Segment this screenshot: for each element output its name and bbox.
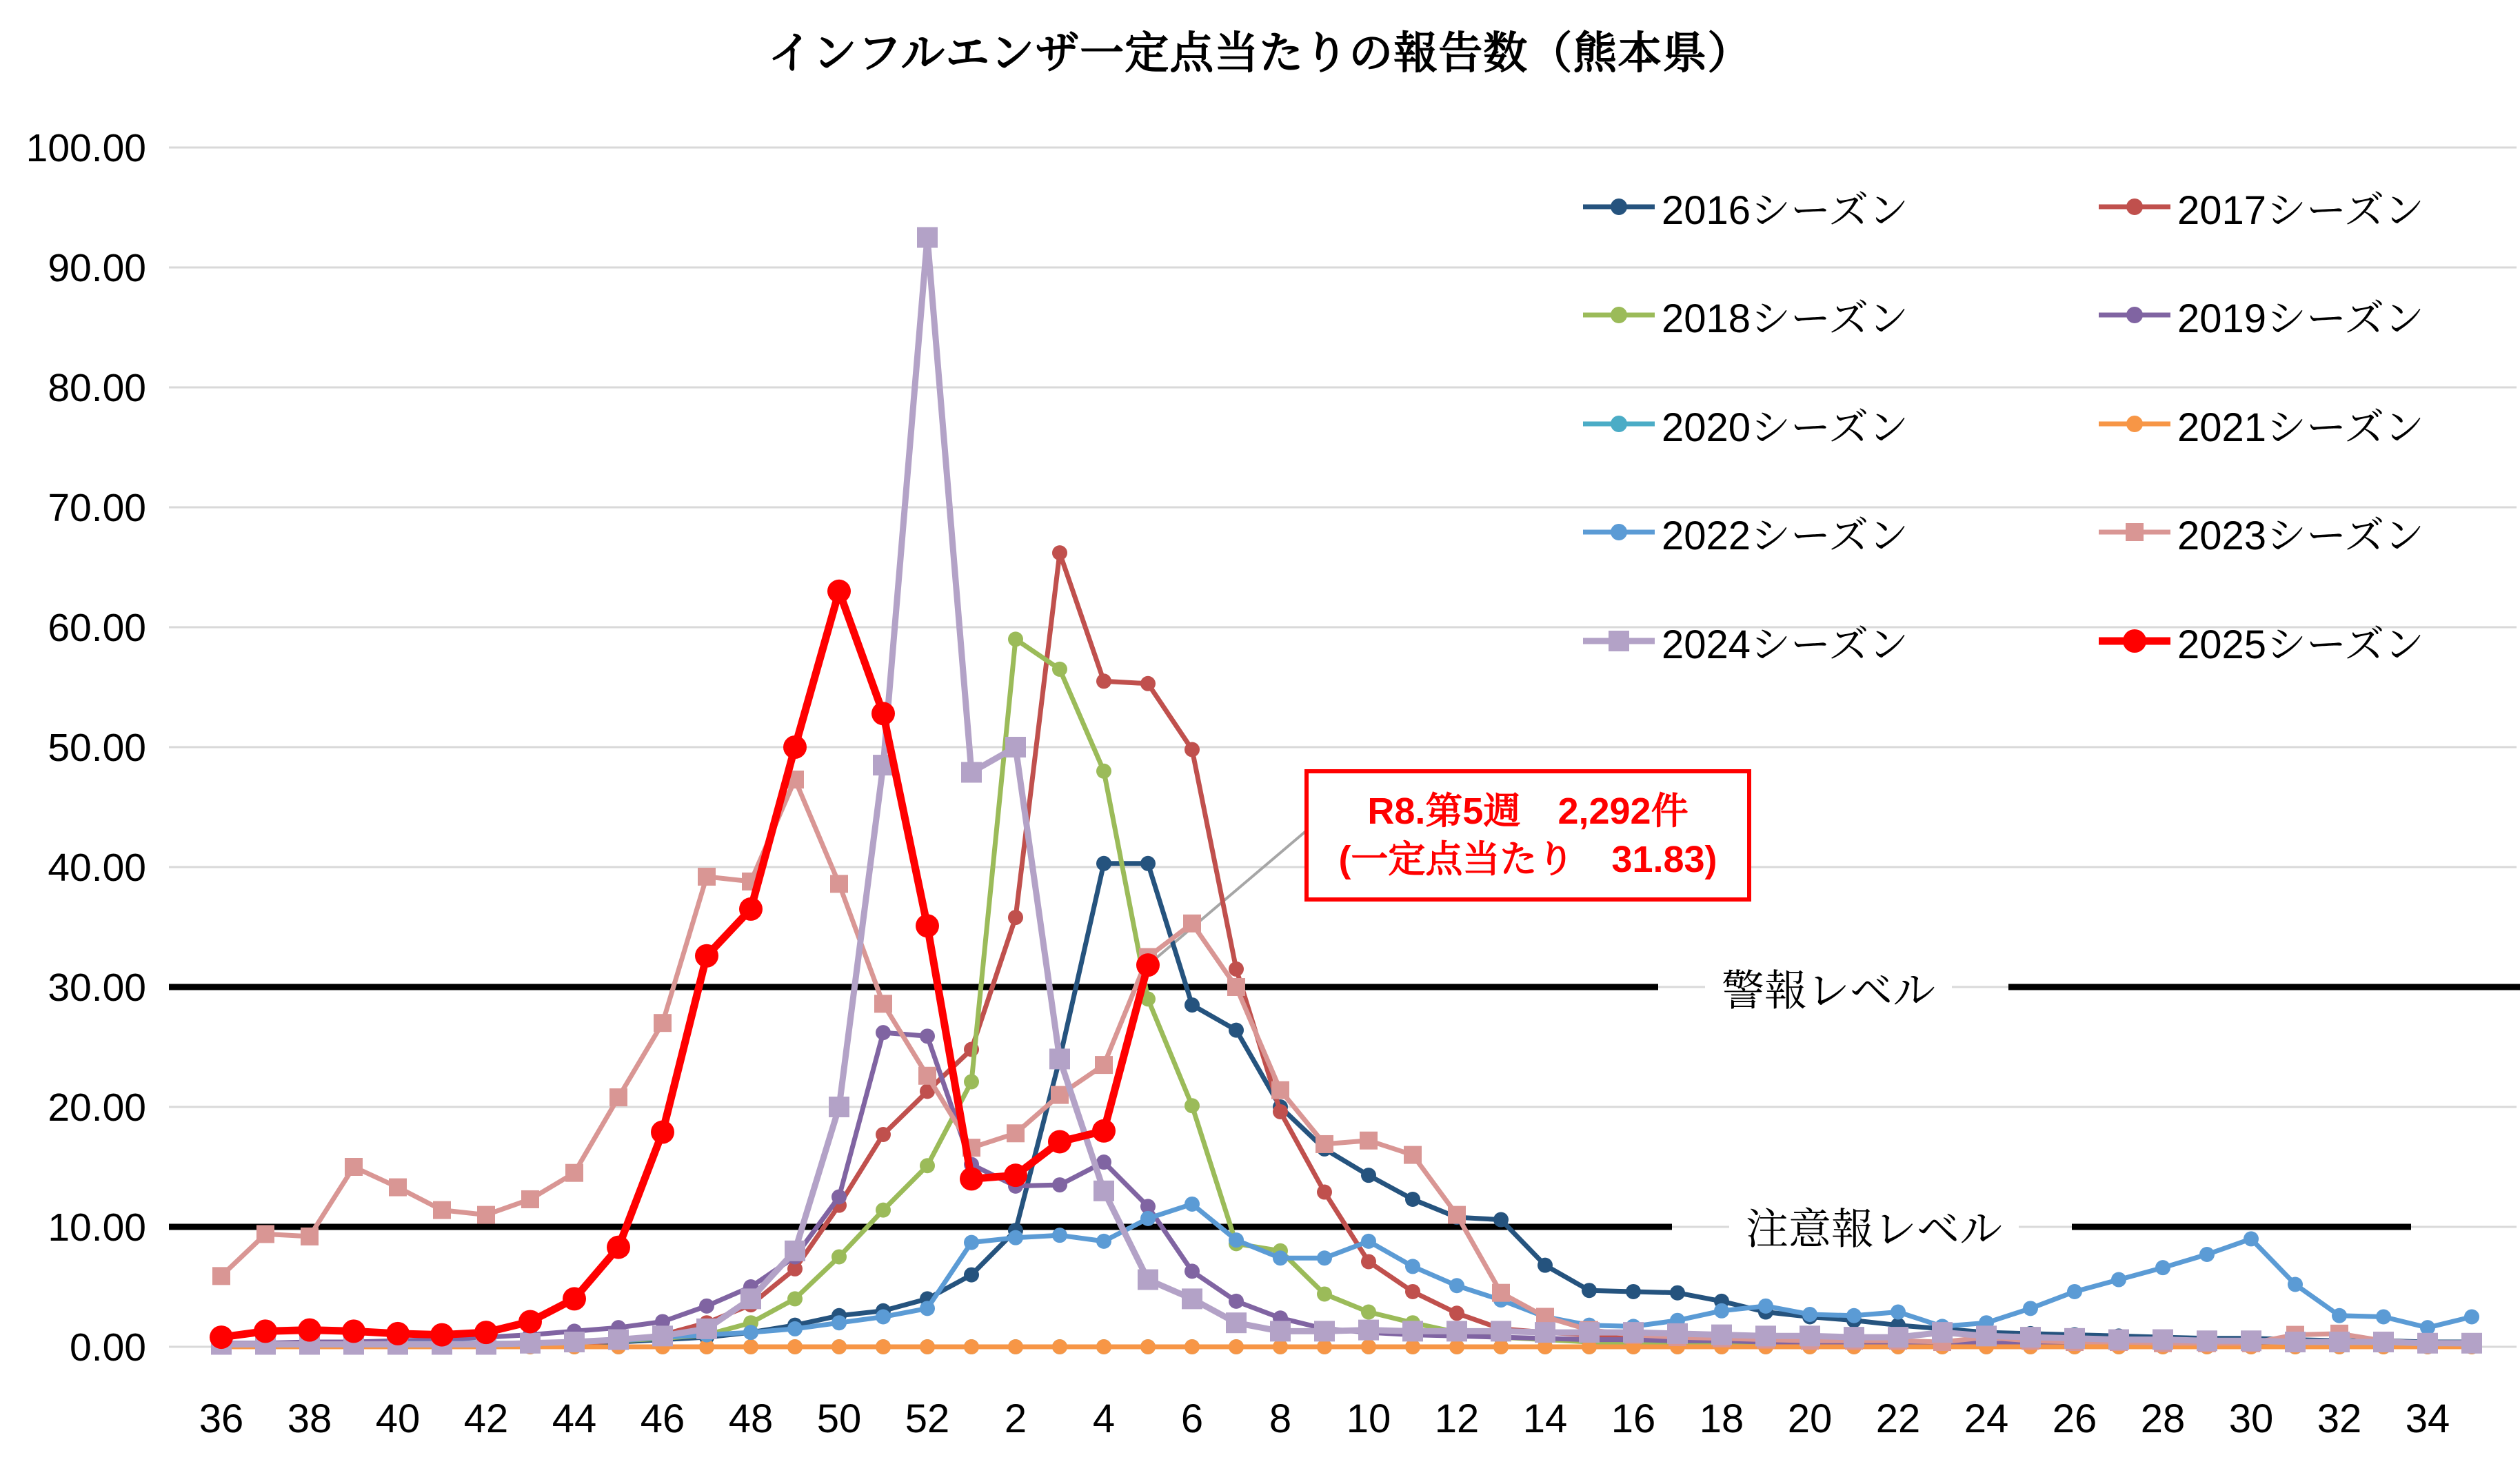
data-point-s2025 — [916, 914, 939, 937]
data-point-s2021 — [1096, 1339, 1111, 1354]
data-point-s2022 — [1846, 1308, 1862, 1323]
data-point-s2017 — [1229, 962, 1244, 977]
x-axis-label: 20 — [1787, 1396, 1833, 1441]
data-point-s2018 — [1008, 631, 1023, 647]
y-axis-label: 100.00 — [26, 126, 146, 170]
legend-label-s2019: 2019シーズン — [2177, 296, 2425, 341]
data-point-s2022 — [1449, 1278, 1464, 1293]
x-axis-label: 8 — [1269, 1396, 1292, 1441]
data-point-s2024 — [1755, 1325, 1776, 1346]
data-point-s2025 — [827, 580, 851, 603]
data-point-s2025 — [210, 1325, 233, 1349]
data-point-s2017 — [876, 1127, 891, 1142]
y-axis-label: 20.00 — [48, 1086, 146, 1130]
data-point-s2019 — [831, 1190, 847, 1205]
data-point-s2022 — [2376, 1310, 2391, 1325]
data-point-s2018 — [1096, 764, 1111, 779]
data-point-s2025 — [695, 944, 718, 968]
data-point-s2021 — [1008, 1339, 1023, 1354]
data-point-s2019 — [876, 1025, 891, 1040]
data-point-s2022 — [1096, 1234, 1111, 1249]
data-point-s2023 — [521, 1190, 539, 1208]
data-point-s2024 — [564, 1332, 585, 1352]
data-point-s2016 — [1626, 1284, 1641, 1299]
data-point-s2024 — [1844, 1327, 1864, 1347]
data-point-s2022 — [964, 1235, 979, 1250]
x-axis-label: 36 — [199, 1396, 244, 1441]
data-point-s2024 — [1800, 1325, 1820, 1346]
data-point-s2024 — [1358, 1320, 1379, 1341]
legend-label-s2020: 2020シーズン — [1662, 405, 1909, 450]
data-point-s2023 — [830, 875, 848, 893]
legend-marker-s2024 — [1580, 610, 1657, 672]
legend-item-s2017 — [2096, 174, 2424, 240]
data-point-s2017 — [1405, 1284, 1420, 1299]
y-axis-label: 30.00 — [48, 966, 146, 1010]
data-point-s2024 — [1314, 1321, 1335, 1341]
data-point-s2016 — [1229, 1023, 1244, 1038]
data-point-s2025 — [871, 702, 895, 725]
data-point-s2025 — [386, 1322, 410, 1345]
x-axis-label: 6 — [1180, 1396, 1204, 1441]
data-point-s2018 — [920, 1158, 935, 1173]
data-point-s2024 — [1049, 1048, 1070, 1069]
data-point-s2023 — [918, 1067, 936, 1085]
data-point-s2023 — [1183, 915, 1201, 933]
data-point-s2022 — [1229, 1232, 1244, 1248]
data-point-s2022 — [876, 1310, 891, 1325]
legend-item-s2021 — [2096, 391, 2424, 457]
x-axis-label: 22 — [1875, 1396, 1921, 1441]
data-point-s2023 — [1007, 1124, 1025, 1142]
data-point-s2023 — [1227, 978, 1245, 996]
data-point-s2022 — [2244, 1231, 2259, 1246]
data-point-s2023 — [1271, 1081, 1289, 1099]
data-point-s2023 — [1051, 1086, 1069, 1104]
data-point-s2022 — [2067, 1284, 2082, 1299]
data-point-s2018 — [1185, 1098, 1200, 1113]
y-axis-label: 90.00 — [48, 246, 146, 290]
data-point-s2022 — [1802, 1307, 1817, 1322]
y-axis-label: 80.00 — [48, 366, 146, 410]
data-point-s2023 — [1404, 1146, 1422, 1164]
data-point-s2021 — [831, 1339, 847, 1354]
data-point-s2022 — [1891, 1305, 1906, 1320]
x-axis-label: 10 — [1346, 1396, 1391, 1441]
data-point-s2016 — [1538, 1258, 1553, 1273]
data-point-s2024 — [608, 1330, 629, 1350]
data-point-s2016 — [964, 1268, 979, 1283]
data-point-s2024 — [1093, 1181, 1114, 1201]
data-point-s2022 — [787, 1321, 803, 1336]
x-axis-label: 12 — [1434, 1396, 1480, 1441]
data-point-s2024 — [1976, 1325, 1997, 1346]
x-axis-label: 50 — [816, 1396, 862, 1441]
data-point-s2023 — [212, 1267, 230, 1285]
legend-item-s2018 — [1580, 282, 1908, 348]
data-point-s2025 — [960, 1167, 983, 1190]
legend-label-s2023: 2023シーズン — [2177, 513, 2425, 558]
data-point-s2021 — [1185, 1339, 1200, 1354]
data-point-s2022 — [1714, 1303, 1729, 1319]
data-point-s2023 — [389, 1179, 407, 1197]
data-point-s2016 — [1493, 1212, 1509, 1228]
x-axis-label: 4 — [1092, 1396, 1116, 1441]
legend-marker-s2019 — [2096, 284, 2173, 346]
legend-marker-s2022 — [1580, 501, 1657, 563]
data-point-s2021 — [787, 1339, 803, 1354]
data-point-s2024 — [1182, 1288, 1202, 1309]
data-point-s2017 — [1140, 676, 1156, 691]
legend-item-s2023 — [2096, 499, 2424, 565]
data-point-s2023 — [301, 1228, 319, 1245]
legend-label-s2016: 2016シーズン — [1662, 188, 1909, 233]
data-point-s2017 — [1185, 742, 1200, 757]
data-point-s2022 — [1273, 1250, 1288, 1265]
data-point-s2018 — [831, 1250, 847, 1265]
data-point-s2024 — [1005, 737, 1026, 757]
data-point-s2017 — [1096, 673, 1111, 689]
data-point-s2024 — [2020, 1327, 2041, 1347]
data-point-s2023 — [1448, 1206, 1466, 1224]
legend-label-s2022: 2022シーズン — [1662, 513, 1909, 558]
data-point-s2024 — [2241, 1330, 2261, 1351]
data-point-s2024 — [2064, 1328, 2085, 1349]
data-point-s2023 — [1095, 1056, 1113, 1074]
data-point-s2021 — [920, 1339, 935, 1354]
data-point-s2016 — [1096, 856, 1111, 871]
data-point-s2023 — [874, 995, 892, 1013]
legend-marker-s2021 — [2096, 393, 2173, 455]
data-point-s2024 — [1447, 1321, 1467, 1341]
data-point-s2016 — [1582, 1283, 1597, 1298]
annotation-box — [1304, 769, 1751, 902]
x-axis-label: 24 — [1964, 1396, 2009, 1441]
data-point-s2025 — [518, 1310, 542, 1333]
legend-marker-s2023 — [2096, 501, 2173, 563]
data-point-s2024 — [785, 1241, 805, 1261]
series-s2016 — [214, 856, 2479, 1353]
data-point-s2024 — [2153, 1330, 2173, 1350]
data-point-s2019 — [1052, 1177, 1067, 1192]
alert-level-label: 警報レベル — [1705, 955, 1952, 1019]
x-axis-label: 46 — [640, 1396, 685, 1441]
data-point-s2025 — [563, 1287, 586, 1310]
data-point-s2024 — [740, 1288, 761, 1309]
data-point-s2022 — [831, 1315, 847, 1330]
x-axis-label: 32 — [2317, 1396, 2362, 1441]
data-point-s2018 — [964, 1074, 979, 1089]
legend-label-s2018: 2018シーズン — [1662, 296, 1909, 341]
x-axis-label: 38 — [287, 1396, 332, 1441]
data-point-s2023 — [345, 1158, 363, 1176]
data-point-s2024 — [1270, 1321, 1291, 1341]
data-point-s2022 — [1185, 1197, 1200, 1212]
y-axis-label: 50.00 — [48, 726, 146, 770]
data-point-s2025 — [1136, 953, 1160, 977]
data-point-s2019 — [920, 1028, 935, 1044]
x-axis-label: 34 — [2405, 1396, 2450, 1441]
data-point-s2021 — [1140, 1339, 1156, 1354]
data-point-s2024 — [1402, 1321, 1423, 1341]
x-axis-label: 48 — [728, 1396, 774, 1441]
legend-item-s2025 — [2096, 608, 2424, 674]
legend-label-s2025: 2025シーズン — [2177, 622, 2425, 667]
data-point-s2018 — [1317, 1286, 1332, 1301]
legend-marker-s2025 — [2096, 610, 2173, 672]
y-axis-label: 60.00 — [48, 606, 146, 650]
data-point-s2022 — [2155, 1260, 2170, 1275]
data-point-s2025 — [607, 1236, 630, 1259]
data-point-s2024 — [1623, 1322, 1644, 1343]
legend-marker-s2020 — [1580, 393, 1657, 455]
data-point-s2023 — [256, 1225, 274, 1243]
data-point-s2024 — [1491, 1321, 1511, 1341]
series-s2018 — [214, 631, 2479, 1353]
data-point-s2023 — [654, 1014, 672, 1032]
legend-marker-s2017 — [2096, 176, 2173, 238]
data-point-s2025 — [1048, 1130, 1071, 1153]
data-point-s2024 — [917, 227, 938, 248]
x-axis-label: 14 — [1522, 1396, 1568, 1441]
caution-level-label: 注意報レベル — [1729, 1194, 2019, 1258]
data-point-s2024 — [520, 1333, 541, 1354]
data-point-s2019 — [1229, 1294, 1244, 1309]
data-point-s2021 — [1361, 1339, 1376, 1354]
data-point-s2024 — [1711, 1325, 1732, 1345]
data-point-s2017 — [1052, 545, 1067, 560]
data-point-s2016 — [1140, 856, 1156, 871]
data-point-s2022 — [1052, 1228, 1067, 1243]
data-point-s2023 — [609, 1088, 627, 1106]
legend-item-s2019 — [2096, 282, 2424, 348]
data-point-s2024 — [1579, 1322, 1600, 1343]
legend-item-s2024 — [1580, 608, 1908, 674]
x-axis-label: 26 — [2052, 1396, 2097, 1441]
series-line-s2019 — [221, 1032, 2472, 1345]
data-point-s2022 — [2332, 1308, 2347, 1323]
data-point-s2025 — [1004, 1163, 1027, 1187]
data-point-s2025 — [739, 897, 763, 921]
data-point-s2021 — [743, 1339, 758, 1354]
y-axis-label: 10.00 — [48, 1206, 146, 1250]
data-point-s2016 — [1670, 1285, 1685, 1301]
data-point-s2025 — [342, 1319, 365, 1343]
legend-item-s2016 — [1580, 174, 1908, 240]
x-axis-label: 44 — [552, 1396, 597, 1441]
data-point-s2024 — [2285, 1332, 2306, 1352]
data-point-s2025 — [651, 1121, 674, 1144]
data-point-s2021 — [964, 1339, 979, 1354]
data-point-s2025 — [474, 1321, 498, 1344]
data-point-s2016 — [1185, 997, 1200, 1013]
data-point-s2024 — [696, 1319, 717, 1339]
data-point-s2019 — [1185, 1263, 1200, 1279]
data-point-s2022 — [2199, 1247, 2215, 1262]
data-point-s2023 — [433, 1201, 451, 1219]
data-point-s2018 — [1361, 1305, 1376, 1320]
data-point-s2025 — [783, 735, 807, 759]
data-point-s2023 — [1492, 1284, 1510, 1302]
data-point-s2025 — [298, 1319, 321, 1342]
x-axis-label: 52 — [905, 1396, 950, 1441]
data-point-s2024 — [1535, 1322, 1555, 1343]
data-point-s2024 — [2108, 1330, 2129, 1350]
data-point-s2022 — [1361, 1234, 1376, 1249]
data-point-s2016 — [1405, 1192, 1420, 1207]
y-axis-label: 40.00 — [48, 846, 146, 890]
data-point-s2024 — [1138, 1270, 1158, 1290]
data-point-s2022 — [2023, 1301, 2038, 1316]
x-axis-label: 16 — [1611, 1396, 1656, 1441]
data-point-s2025 — [1092, 1119, 1116, 1143]
x-axis-label: 18 — [1699, 1396, 1744, 1441]
data-point-s2024 — [1226, 1312, 1247, 1333]
annotation-line1: R8.第5週 2,292件 — [1367, 790, 1689, 832]
data-point-s2024 — [1932, 1322, 1953, 1343]
data-point-s2017 — [1273, 1104, 1288, 1119]
data-point-s2022 — [2111, 1272, 2126, 1288]
data-point-s2022 — [743, 1325, 758, 1340]
data-point-s2023 — [698, 868, 716, 886]
chart-title: インフルエンザ一定点当たりの報告数（熊本県） — [767, 28, 1753, 78]
data-point-s2025 — [430, 1323, 454, 1347]
data-point-s2019 — [699, 1299, 714, 1314]
x-axis-label: 2 — [1004, 1396, 1027, 1441]
x-axis-label: 28 — [2140, 1396, 2186, 1441]
y-axis-label: 70.00 — [48, 486, 146, 530]
data-point-s2017 — [1317, 1185, 1332, 1200]
data-point-s2022 — [1758, 1299, 1773, 1314]
legend-item-s2022 — [1580, 499, 1908, 565]
annotation-line2: (一定点当たり 31.83) — [1338, 839, 1717, 880]
legend-marker-s2016 — [1580, 176, 1657, 238]
data-point-s2023 — [1316, 1135, 1333, 1153]
legend-label-s2024: 2024シーズン — [1662, 622, 1909, 667]
data-point-s2021 — [1229, 1339, 1244, 1354]
data-point-s2017 — [1361, 1254, 1376, 1269]
data-point-s2018 — [1052, 662, 1067, 677]
data-point-s2024 — [2329, 1332, 2350, 1352]
data-point-s2022 — [1317, 1250, 1332, 1265]
data-point-s2017 — [1008, 910, 1023, 925]
data-point-s2023 — [477, 1206, 495, 1224]
data-point-s2024 — [652, 1325, 673, 1346]
legend-item-s2020 — [1580, 391, 1908, 457]
data-point-s2024 — [2461, 1333, 2482, 1354]
x-axis-label: 42 — [463, 1396, 509, 1441]
x-axis-label: 30 — [2228, 1396, 2274, 1441]
data-point-s2024 — [2417, 1333, 2438, 1354]
series-line-s2018 — [221, 639, 2472, 1345]
legend-label-s2017: 2017シーズン — [2177, 188, 2425, 233]
data-point-s2024 — [2373, 1332, 2394, 1352]
data-point-s2016 — [1361, 1168, 1376, 1183]
y-axis-label: 0.00 — [70, 1325, 146, 1370]
data-point-s2023 — [565, 1164, 583, 1182]
data-point-s2022 — [2288, 1277, 2303, 1292]
data-point-s2018 — [787, 1291, 803, 1306]
data-point-s2018 — [876, 1203, 891, 1218]
data-point-s2024 — [2197, 1330, 2217, 1351]
data-point-s2023 — [1360, 1132, 1378, 1150]
data-point-s2022 — [1405, 1259, 1420, 1274]
x-axis-label: 40 — [375, 1396, 421, 1441]
data-point-s2024 — [829, 1097, 849, 1117]
data-point-s2024 — [961, 762, 982, 783]
legend-label-s2021: 2021シーズン — [2177, 405, 2425, 450]
data-point-s2021 — [876, 1339, 891, 1354]
data-point-s2021 — [1052, 1339, 1067, 1354]
data-point-s2025 — [254, 1319, 277, 1343]
data-point-s2022 — [1140, 1211, 1156, 1226]
data-point-s2022 — [1008, 1230, 1023, 1245]
legend-marker-s2018 — [1580, 284, 1657, 346]
data-point-s2022 — [920, 1301, 935, 1316]
data-point-s2022 — [2464, 1310, 2479, 1325]
data-point-s2017 — [1449, 1305, 1464, 1321]
data-point-s2024 — [1667, 1323, 1688, 1344]
data-point-s2024 — [1888, 1327, 1908, 1347]
